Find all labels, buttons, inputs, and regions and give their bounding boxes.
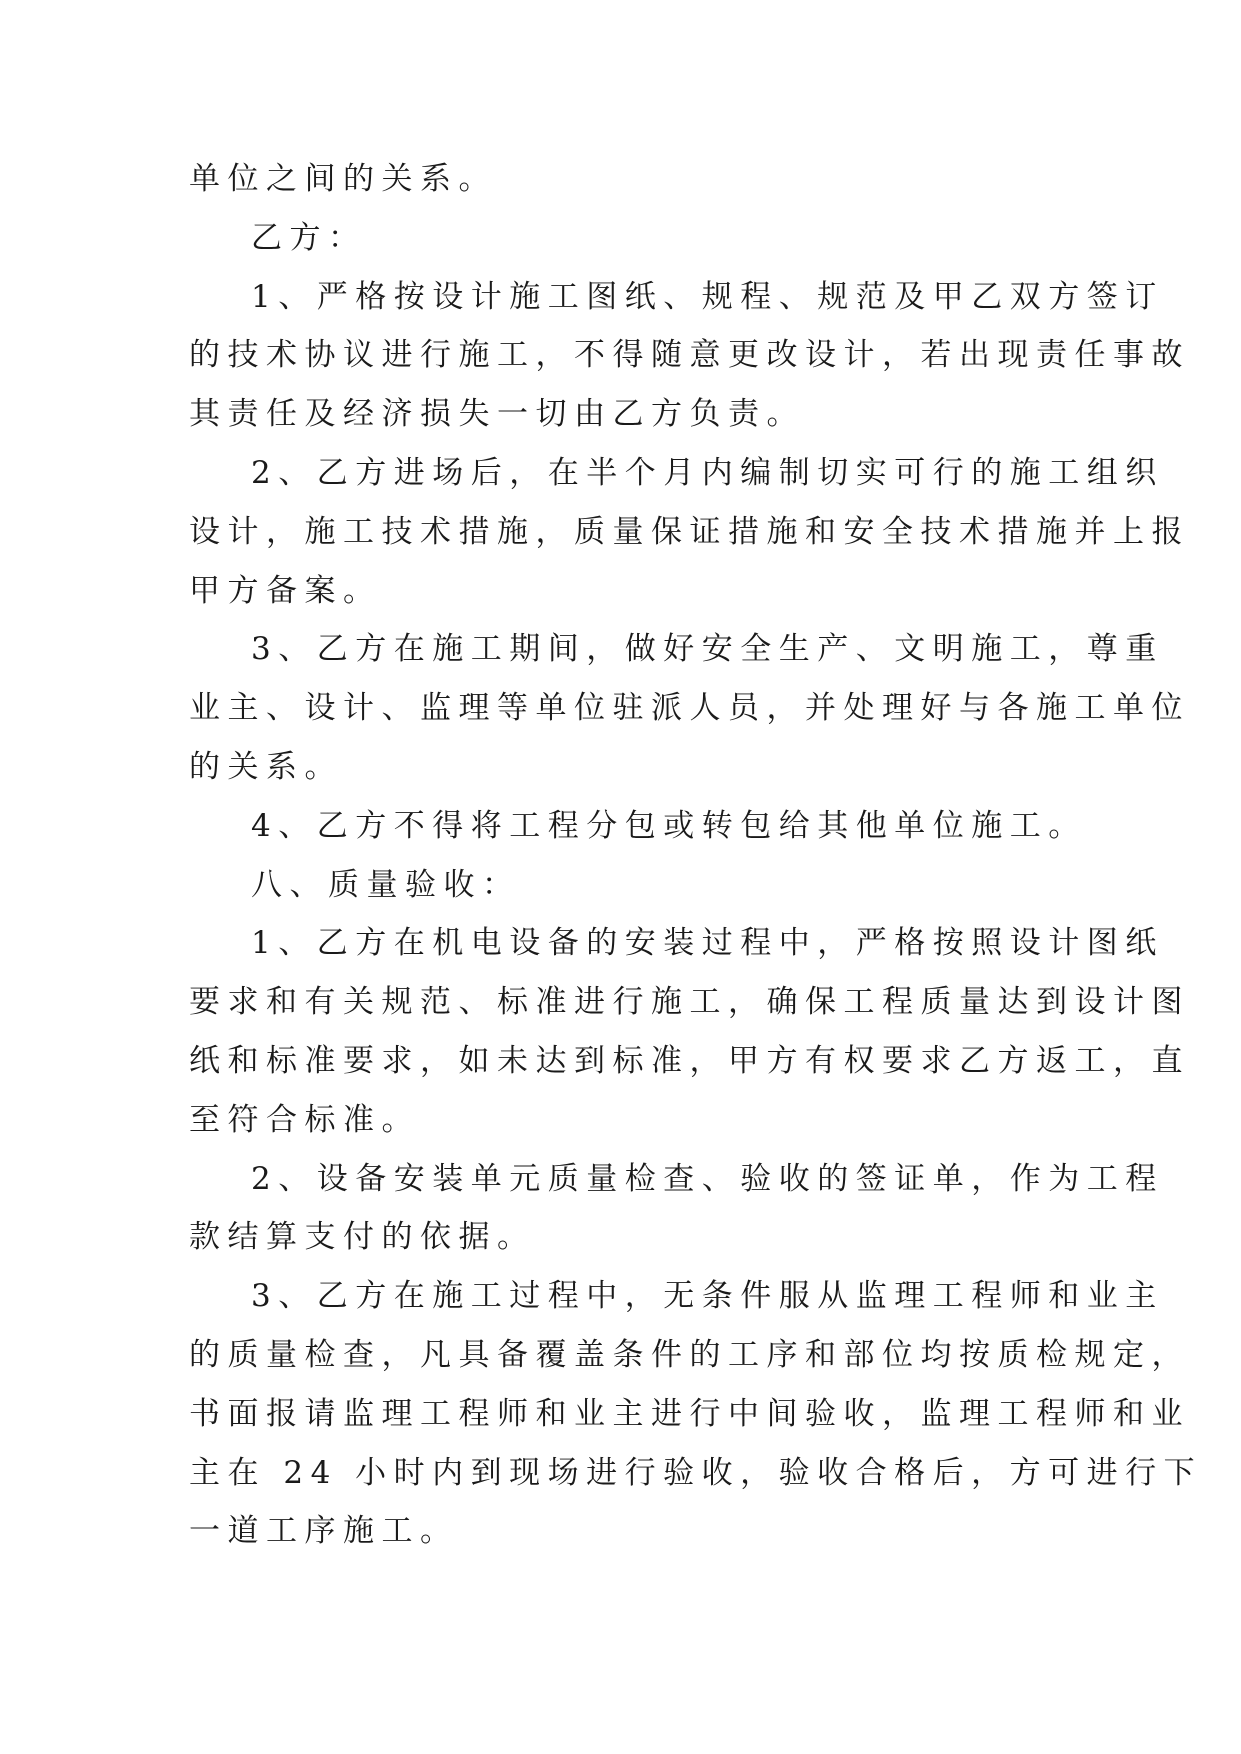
text-line: 书面报请监理工程师和业主进行中间验收，监理工程师和业 [189,1395,1190,1432]
text-line: 的质量检查，凡具备覆盖条件的工序和部位均按质检规定， [189,1336,1190,1373]
text-line: 乙方： [251,219,367,256]
text-line: 要求和有关规范、标准进行施工，确保工程质量达到设计图 [189,984,1190,1021]
text-line: 单位之间的关系。 [189,161,497,197]
text-line: 1、乙方在机电设备的安装过程中，严格按照设计图纸 [251,925,1164,962]
text-line: 2、乙方进场后，在半个月内编制切实可行的施工组织 [251,454,1164,491]
text-line: 八、质量验收： [251,866,521,903]
text-line: 4、乙方不得将工程分包或转包给其他单位施工。 [251,807,1087,844]
text-line: 的技术协议进行施工，不得随意更改设计，若出现责任事故 [189,337,1190,374]
text-line: 的关系。 [189,748,343,785]
text-line: 主在 24 小时内到现场进行验收，验收合格后，方可进行下 [189,1454,1203,1491]
text-line: 至符合标准。 [189,1101,420,1138]
text-line: 业主、设计、监理等单位驻派人员，并处理好与各施工单位 [189,690,1190,727]
text-line: 1、严格按设计施工图纸、规程、规范及甲乙双方签订 [251,278,1164,315]
text-line: 设计，施工技术措施，质量保证措施和安全技术措施并上报 [189,513,1190,550]
document-body [189,150,1203,1561]
text-line: 一道工序施工。 [189,1513,459,1550]
text-line: 2、设备安装单元质量检查、验收的签证单，作为工程 [251,1160,1164,1197]
text-line: 甲方备案。 [189,572,382,609]
text-line: 纸和标准要求，如未达到标准，甲方有权要求乙方返工，直 [189,1042,1190,1079]
text-line: 3、乙方在施工期间，做好安全生产、文明施工，尊重 [251,631,1164,668]
text-line: 3、乙方在施工过程中，无条件服从监理工程师和业主 [251,1278,1164,1315]
text-line: 款结算支付的依据。 [189,1219,536,1256]
text-line: 其责任及经济损失一切由乙方负责。 [189,396,805,433]
